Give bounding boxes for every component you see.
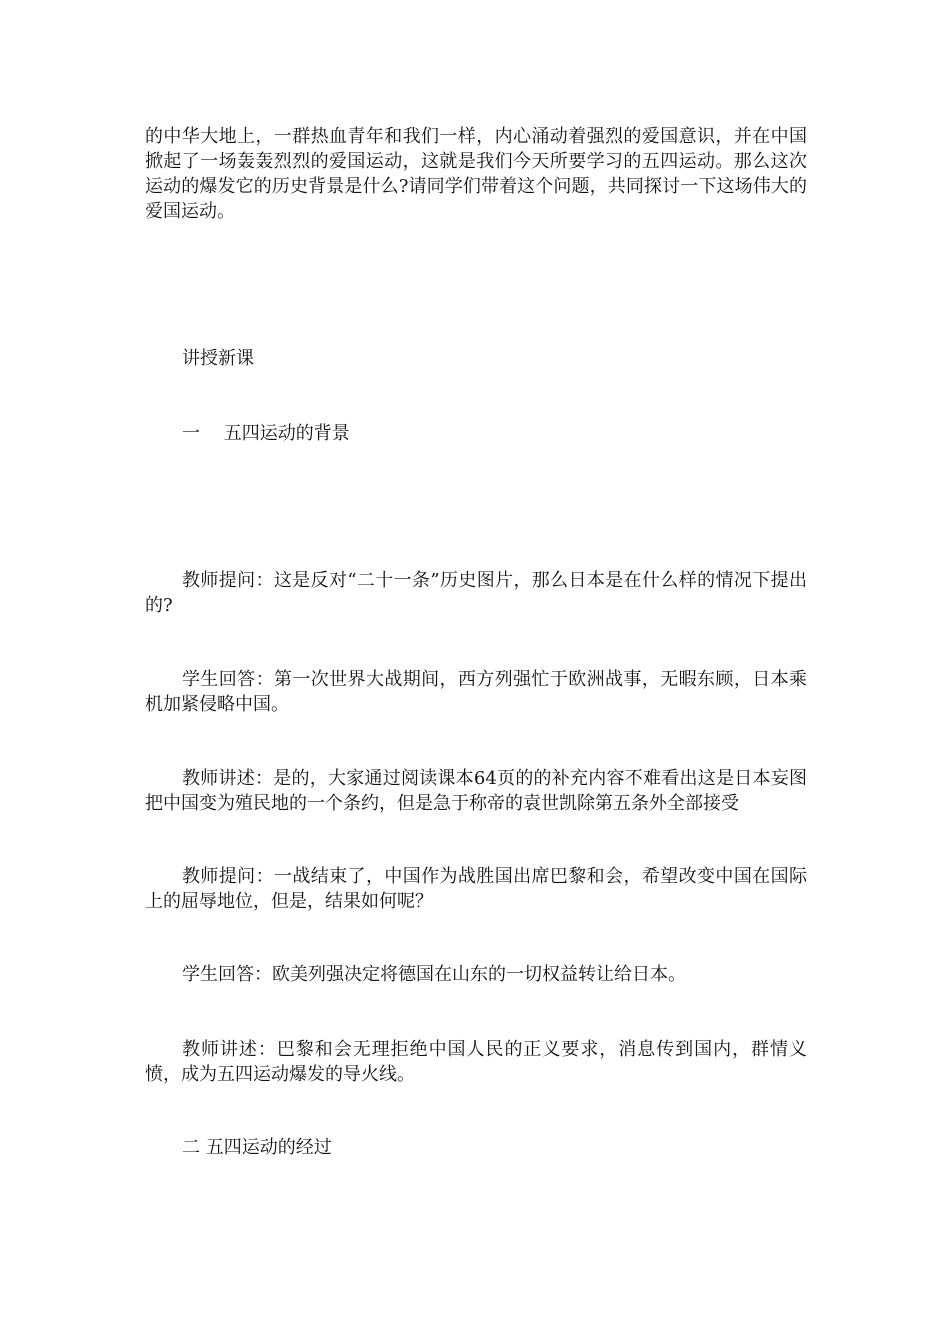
student-answer-1: 学生回答：第一次世界大战期间，西方列强忙于欧洲战事，无暇东顾，日本乘机加紧侵略中国。	[145, 669, 807, 715]
section-heading-process: 二 五四运动的经过	[182, 1137, 332, 1158]
section-heading-background: 一 五四运动的背景	[182, 423, 350, 444]
teacher-narration-1: 教师讲述：是的，大家通过阅读课本64页的的补充内容不难看出这是日本妄图把中国变为殖民地的一个条约，但是急于称帝的袁世凯除第五条外全部接受	[145, 768, 807, 814]
section-heading-new-lesson: 讲授新课	[182, 348, 254, 369]
student-answer-2: 学生回答：欧美列强决定将德国在山东的一切权益转让给日本。	[182, 964, 686, 985]
teacher-question-1: 教师提问：这是反对“二十一条”历史图片，那么日本是在什么样的情况下提出的?	[145, 570, 807, 616]
teacher-question-2: 教师提问：一战结束了，中国作为战胜国出席巴黎和会，希望改变中国在国际上的屈辱地位，但是，结果如何呢？	[145, 866, 807, 912]
teacher-narration-2: 教师讲述：巴黎和会无理拒绝中国人民的正义要求，消息传到国内，群情义愤，成为五四运动爆发的导火线。	[145, 1039, 807, 1085]
intro-paragraph: 的中华大地上，一群热血青年和我们一样，内心涌动着强烈的爱国意识，并在中国掀起了一场轰轰烈烈的爱国运动，这就是我们今天所要学习的五四运动。那么这次运动的爆发它的历史背景是什么?请同学们带着这个问题，共同探讨一下这场伟大的爱国运动。	[145, 126, 807, 222]
